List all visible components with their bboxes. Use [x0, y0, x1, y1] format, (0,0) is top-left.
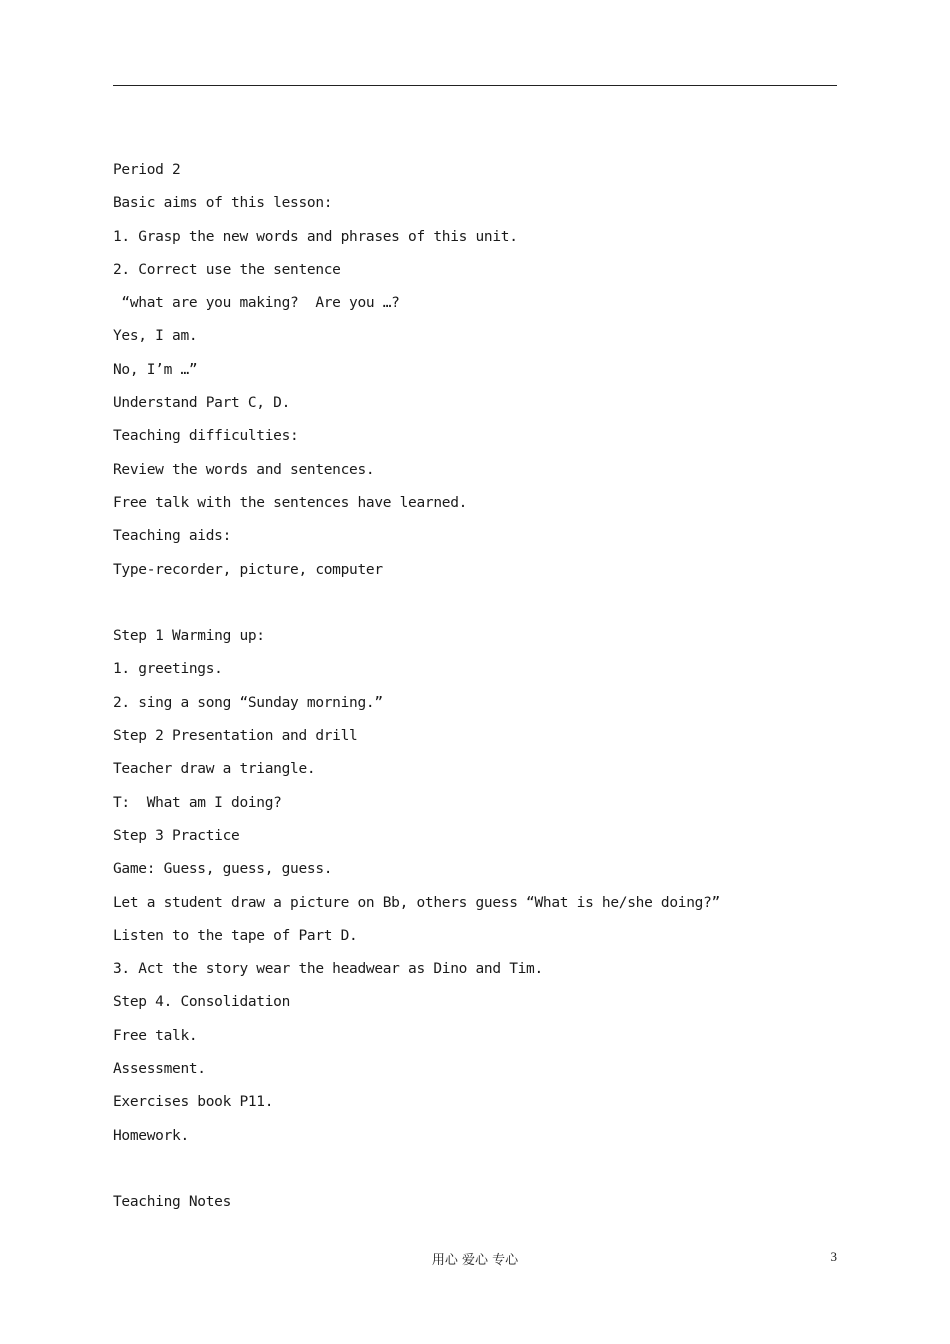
- sentence-pattern: No, I’m …”: [113, 361, 198, 378]
- lesson-period-title: Period 2: [113, 162, 181, 178]
- aids-list: Type-recorder, picture, computer: [113, 561, 383, 578]
- step-heading: Step 3 Practice: [113, 827, 240, 844]
- header-rule: [113, 85, 837, 86]
- document-body: [113, 157, 837, 1223]
- step-heading: Step 2 Presentation and drill: [113, 728, 358, 745]
- step-item: Homework.: [113, 1127, 189, 1144]
- step-item: Game: Guess, guess, guess.: [113, 861, 333, 878]
- blank-line: [113, 590, 837, 623]
- step-item: Assessment.: [113, 1061, 206, 1078]
- blank-line: [113, 1156, 837, 1189]
- step-item: Exercises book P11.: [113, 1094, 274, 1111]
- aim-item: 1. Grasp the new words and phrases of this unit.: [113, 228, 518, 245]
- step-item: 3. Act the story wear the headwear as Dino and Tim.: [113, 961, 543, 978]
- footer-motto: 用心 爱心 专心: [431, 1253, 519, 1268]
- step-item: T: What am I doing?: [113, 794, 282, 811]
- step-item: Listen to the tape of Part D.: [113, 927, 358, 944]
- aims-heading: Basic aims of this lesson:: [113, 195, 333, 212]
- aim-item: 2. Correct use the sentence: [113, 261, 341, 278]
- step-item: Free talk.: [113, 1027, 198, 1044]
- teaching-notes-heading: Teaching Notes: [113, 1194, 232, 1211]
- step-item: 1. greetings.: [113, 661, 223, 678]
- step-item: Teacher draw a triangle.: [113, 761, 316, 778]
- difficulty-item: Review the words and sentences.: [113, 461, 375, 478]
- difficulties-heading: Teaching difficulties:: [113, 428, 299, 445]
- sentence-pattern: Yes, I am.: [113, 328, 198, 345]
- step-item: 2. sing a song “Sunday morning.”: [113, 694, 383, 711]
- page-number: 3: [830, 1249, 837, 1264]
- sentence-pattern: “what are you making? Are you …?: [113, 295, 400, 312]
- step-heading: Step 1 Warming up:: [113, 628, 265, 645]
- step-heading: Step 4. Consolidation: [113, 994, 291, 1011]
- difficulty-item: Free talk with the sentences have learned.: [113, 494, 468, 511]
- aids-heading: Teaching aids:: [113, 528, 232, 545]
- step-item: Let a student draw a picture on Bb, others guess “What is he/she doing?”: [113, 894, 720, 911]
- aim-item: Understand Part C, D.: [113, 395, 291, 412]
